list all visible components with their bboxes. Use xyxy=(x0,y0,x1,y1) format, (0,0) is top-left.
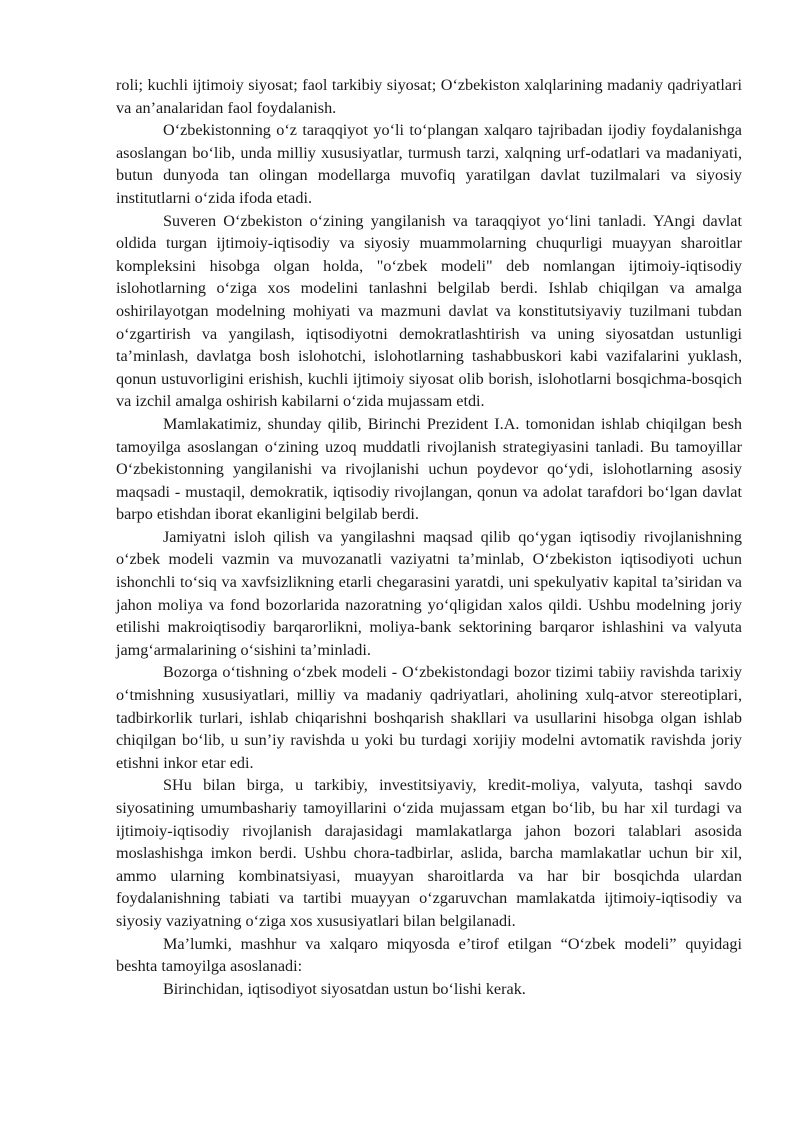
document-page xyxy=(116,74,742,1000)
paragraph-9: Birinchidan, iqtisodiyot siyosatdan ustun bo‘lishi kerak. xyxy=(163,979,526,998)
paragraph-5: Jamiyatni isloh qilish va yangilashni maqsad qilib qo‘ygan iqtisodiy rivojlanishning o‘zbek modeli vazmin va muvozanatli vaziyatni ta’minlab, O‘zbekiston iqtisodiyoti uchun ishonchli to‘siq va xavfsizlikning etarli chegarasini yaratdi, uni spekulyativ kapital ta’siridan va jahon moliya va fond bozorlarida nazoratning yo‘qligidan xalos qildi. Ushbu modelning joriy etilishi makroiqtisodiy barqarorlikni, moliya-bank sektorining barqaror ishlashini va valyuta jamg‘armalarining o‘sishini ta’minladi. xyxy=(116,527,742,659)
paragraph-7: SHu bilan birga, u tarkibiy, investitsiyaviy, kredit-moliya, valyuta, tashqi savdo siyosatining umumbashariy tamoyillarini o‘zida mujassam etgan bo‘lib, bu har xil turdagi va ijtimoiy-iqtisodiy rivojlanish darajasidagi mamlakatlarga jahon bozori talablari asosida moslashishga imkon berdi. Ushbu chora-tadbirlar, aslida, barcha mamlakatlar uchun bir xil, ammo ularning kombinatsiyasi, muayyan sharoitlarda va har bir bosqichda ulardan foydalanishning tabiati va tartibi muayyan o‘zgaruvchan mamlakatda ijtimoiy-iqtisodiy va siyosiy vaziyatning o‘ziga xos xususiyatlari bilan belgilanadi. xyxy=(116,776,742,930)
paragraph-6: Bozorga o‘tishning o‘zbek modeli - O‘zbekistondagi bozor tizimi tabiiy ravishda tarixiy o‘tmishning xususiyatlari, milliy va madaniy qadriyatlari, aholining xulq-atvor stereotiplari, tadbirkorlik turlari, ishlab chiqarishni boshqarish shakllari va usullarini hisobga olgan ishlab chiqilgan bo‘lib, u sun’iy ravishda u yoki bu turdagi xorijiy modelni avtomatik ravishda joriy etishni inkor etar edi. xyxy=(116,663,742,772)
paragraph-3: Suveren O‘zbekiston o‘zining yangilanish va taraqqiyot yo‘lini tanladi. YAngi davlat oldida turgan ijtimoiy-iqtisodiy va siyosiy muammolarning chuqurligi muayyan sharoitlar kompleksini hisobga olgan holda, "o‘zbek modeli" deb nomlangan ijtimoiy-iqtisodiy islohotlarning o‘ziga xos modelini tanlashni belgilab berdi. Ishlab chiqilgan va amalga oshirilayotgan modelning mohiyati va mazmuni davlat va konstitutsiyaviy tuzilmani tubdan o‘zgartirish va yangilash, iqtisodiyotni demokratlashtirish va uning siyosatdan ustunligi ta’minlash, davlatga bosh islohotchi, islohotlarning tashabbuskori kabi vazifalarini yuklash, qonun ustuvorligini erishish, kuchli ijtimoiy siyosat olib borish, islohotlarni bosqichma-bosqich va izchil amalga oshirish kabilarni o‘zida mujassam etdi. xyxy=(116,211,742,411)
paragraph-8: Ma’lumki, mashhur va xalqaro miqyosda e’tirof etilgan “O‘zbek modeli” quyidagi beshta tamoyilga asoslanadi: xyxy=(116,934,742,976)
paragraph-2: O‘zbekistonning o‘z taraqqiyot yo‘li to‘plangan xalqaro tajribadan ijodiy foydalanishga asoslangan bo‘lib, unda milliy xususiyatlar, turmush tarzi, xalqning urf-odatlari va madaniyati, butun dunyoda tan olingan modellarga muvofiq yaratilgan davlat tuzilmalari va siyosiy institutlarni o‘zida ifoda etadi. xyxy=(116,121,742,207)
paragraph-1: roli; kuchli ijtimoiy siyosat; faol tarkibiy siyosat; O‘zbekiston xalqlarining madaniy qadriyatlari va an’analaridan faol foydalanish. xyxy=(116,76,742,117)
paragraph-4: Mamlakatimiz, shunday qilib, Birinchi Prezident I.A. tomonidan ishlab chiqilgan besh tamoyilga asoslangan o‘zining uzoq muddatli rivojlanish strategiyasini tanladi. Bu tamoyillar O‘zbekistonning yangilanishi va rivojlanishi uchun poydevor qo‘ydi, islohotlarning asosiy maqsadi - mustaqil, demokratik, iqtisodiy rivojlangan, qonun va adolat tarafdori bo‘lgan davlat barpo etishdan iborat ekanligini belgilab berdi. xyxy=(116,414,742,524)
